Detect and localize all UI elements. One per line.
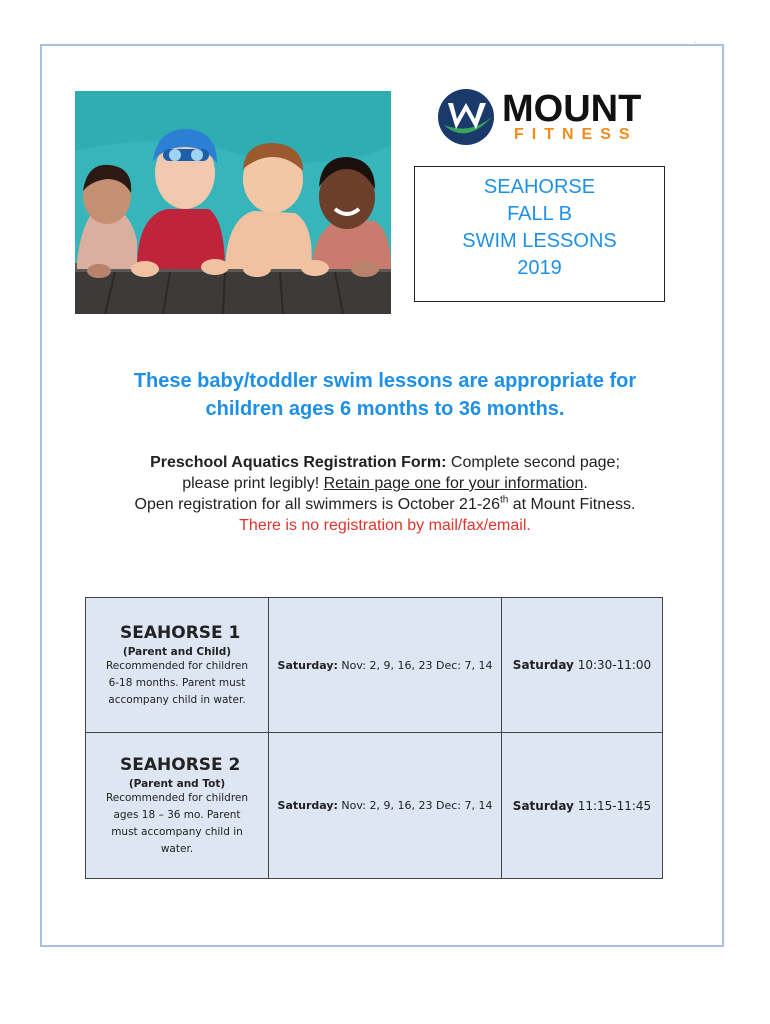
schedule-table — [85, 597, 663, 879]
reg-line-1 — [60, 452, 710, 473]
reg-line-2-pre: please print legibly! — [182, 475, 324, 492]
desc-line: must accompany child in — [111, 826, 243, 838]
desc-line: Recommended for children — [105, 792, 249, 804]
logo-word-fitness: FITNESS — [514, 126, 638, 143]
dates-label: Saturday: — [277, 799, 338, 812]
desc-line: water. — [160, 843, 194, 855]
headline-line-2: children ages 6 months to 36 months. — [205, 398, 565, 420]
reg-line-2 — [60, 473, 710, 494]
table-row — [86, 598, 663, 733]
class-name: SEAHORSE 2 — [120, 755, 241, 775]
mount-fitness-logo — [436, 87, 646, 147]
time-value: 11:15-11:45 — [573, 798, 652, 813]
class-description — [90, 790, 264, 858]
dates-value: Nov: 2, 9, 16, 23 Dec: 7, 14 — [337, 658, 493, 672]
reg-line-3 — [60, 494, 710, 515]
day-label: Saturday — [512, 798, 574, 813]
class-description — [90, 658, 264, 709]
corner-mark: . — [694, 36, 697, 45]
class-cell — [86, 733, 269, 879]
reg-line-3-pre: Open registration for all swimmers is October 21-26 — [134, 496, 500, 513]
desc-line: Recommended for children — [105, 660, 249, 672]
title-line-1: SEAHORSE — [483, 176, 596, 198]
desc-line: 6-18 months. Parent must — [108, 677, 246, 689]
class-subtitle: (Parent and Child) — [122, 646, 232, 658]
day-label: Saturday — [512, 658, 574, 672]
reg-form-text: Complete second page; — [446, 454, 620, 471]
class-cell — [86, 598, 269, 733]
reg-form-label: Preschool Aquatics Registration Form: — [150, 454, 447, 471]
logo-word-mount: MOUNT — [502, 88, 642, 130]
title-line-2: FALL B — [507, 203, 572, 225]
table-row — [86, 733, 663, 879]
dates-cell — [269, 733, 502, 879]
title-line-4: 2019 — [517, 257, 562, 279]
time-cell — [502, 733, 663, 879]
headline-line-1: These baby/toddler swim lessons are appropriate for — [133, 370, 637, 392]
reg-line-3-sup: th — [499, 494, 509, 506]
reg-retain-note: Retain page one for your information — [323, 475, 584, 492]
title-line-3: SWIM LESSONS — [462, 230, 617, 252]
dates-cell — [269, 598, 502, 733]
reg-line-2-post: . — [583, 475, 588, 492]
reg-line-3-post: at Mount Fitness. — [508, 496, 636, 513]
registration-info — [60, 452, 710, 536]
time-cell — [502, 598, 663, 733]
title-box — [414, 166, 665, 302]
logo-mark-icon — [436, 87, 498, 147]
desc-line: ages 18 – 36 mo. Parent — [113, 809, 241, 821]
time-value: 10:30-11:00 — [573, 658, 652, 672]
dates-value: Nov: 2, 9, 16, 23 Dec: 7, 14 — [337, 799, 493, 812]
kids-pool-photo — [75, 91, 391, 314]
class-name: SEAHORSE 1 — [120, 623, 241, 643]
age-headline — [60, 367, 710, 423]
dates-label: Saturday: — [277, 658, 338, 672]
reg-no-mail-notice: There is no registration by mail/fax/email. — [239, 517, 531, 534]
desc-line: accompany child in water. — [108, 694, 246, 706]
class-subtitle: (Parent and Tot) — [128, 778, 226, 790]
